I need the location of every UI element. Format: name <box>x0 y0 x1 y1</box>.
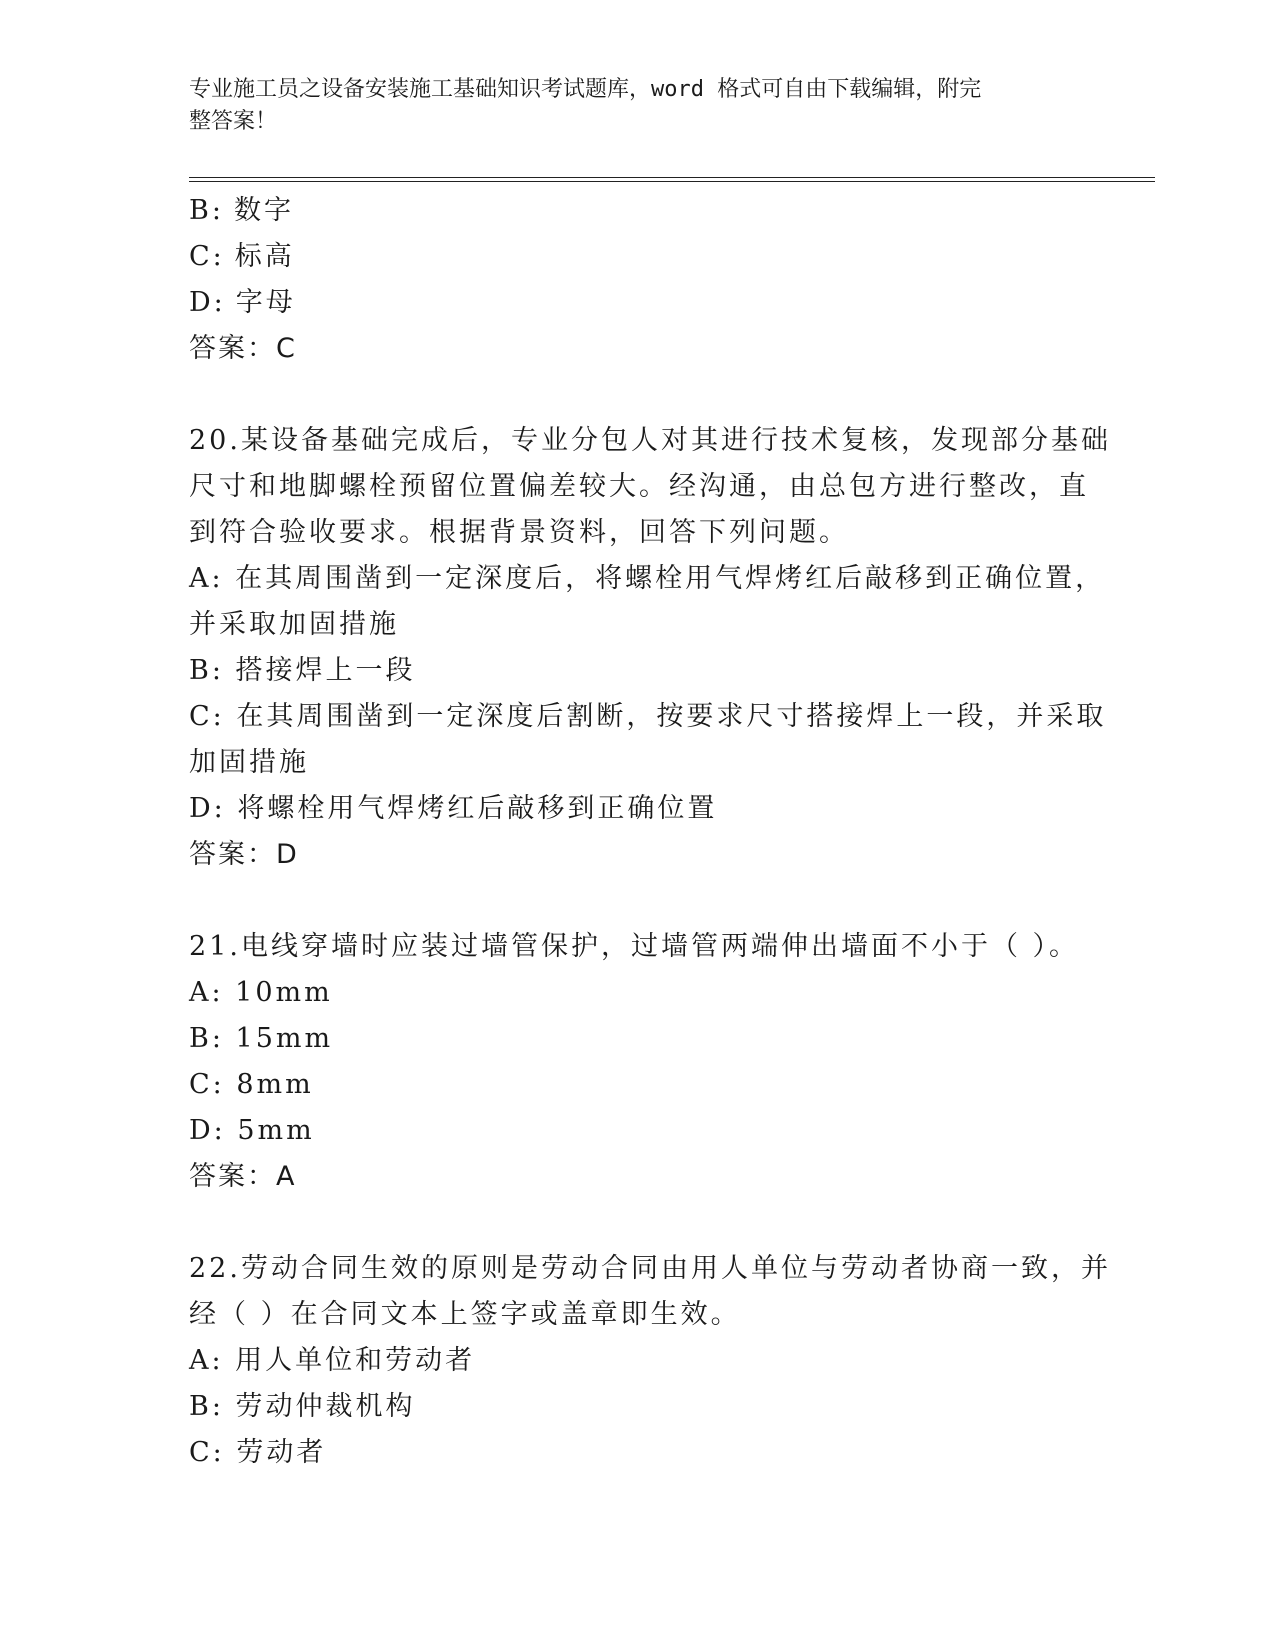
option-c: C: 8mm <box>189 1069 314 1100</box>
question-stem-line: 经（ ）在合同文本上签字或盖章即生效。 <box>189 1299 741 1330</box>
question-stem-line: 22.劳动合同生效的原则是劳动合同由用人单位与劳动者协商一致，并 <box>189 1253 1111 1284</box>
question-19-tail <box>189 188 1079 372</box>
option-a-line: A: 在其周围凿到一定深度后，将螺栓用气焊烤红后敲移到正确位置， <box>189 563 1106 594</box>
option-b: B: 15mm <box>189 1023 334 1054</box>
answer-line: 答案：A <box>189 1161 297 1192</box>
option-a: A: 用人单位和劳动者 <box>189 1345 476 1376</box>
question-content <box>189 188 1111 1476</box>
spacer <box>189 372 1079 418</box>
answer-line: 答案：D <box>189 839 299 870</box>
header-divider <box>189 177 1155 182</box>
header-line-1: 专业施工员之设备安装施工基础知识考试题库，word 格式可自由下载编辑，附完 <box>189 77 982 102</box>
question-stem-line: 到符合验收要求。根据背景资料，回答下列问题。 <box>189 517 849 548</box>
question-22 <box>189 1246 1111 1476</box>
question-21 <box>189 924 1079 1200</box>
option-c: C: 标高 <box>189 241 295 272</box>
option-a: A: 10mm <box>189 977 333 1008</box>
option-c: C: 劳动者 <box>189 1437 327 1468</box>
spacer <box>189 1200 1079 1246</box>
option-c-line: C: 在其周围凿到一定深度后割断，按要求尺寸搭接焊上一段，并采取 <box>189 701 1107 732</box>
question-stem-line: 尺寸和地脚螺栓预留位置偏差较大。经沟通，由总包方进行整改，直 <box>189 471 1089 502</box>
option-d: D: 字母 <box>189 287 296 318</box>
option-d: D: 将螺栓用气焊烤红后敲移到正确位置 <box>189 793 718 824</box>
option-c-line: 加固措施 <box>189 747 309 778</box>
question-stem-line: 21.电线穿墙时应装过墙管保护，过墙管两端伸出墙面不小于（ ）。 <box>189 931 1080 962</box>
question-20 <box>189 418 1111 878</box>
spacer <box>189 878 1079 924</box>
header-line-2: 整答案！ <box>189 109 278 134</box>
option-b: B: 搭接焊上一段 <box>189 655 416 686</box>
question-stem-line: 20.某设备基础完成后，专业分包人对其进行技术复核，发现部分基础 <box>189 425 1111 456</box>
option-a-line: 并采取加固措施 <box>189 609 399 640</box>
answer-line: 答案：C <box>189 333 297 364</box>
document-header <box>189 74 1069 138</box>
option-b: B: 劳动仲裁机构 <box>189 1391 416 1422</box>
option-b: B: 数字 <box>189 195 294 226</box>
option-d: D: 5mm <box>189 1115 315 1146</box>
